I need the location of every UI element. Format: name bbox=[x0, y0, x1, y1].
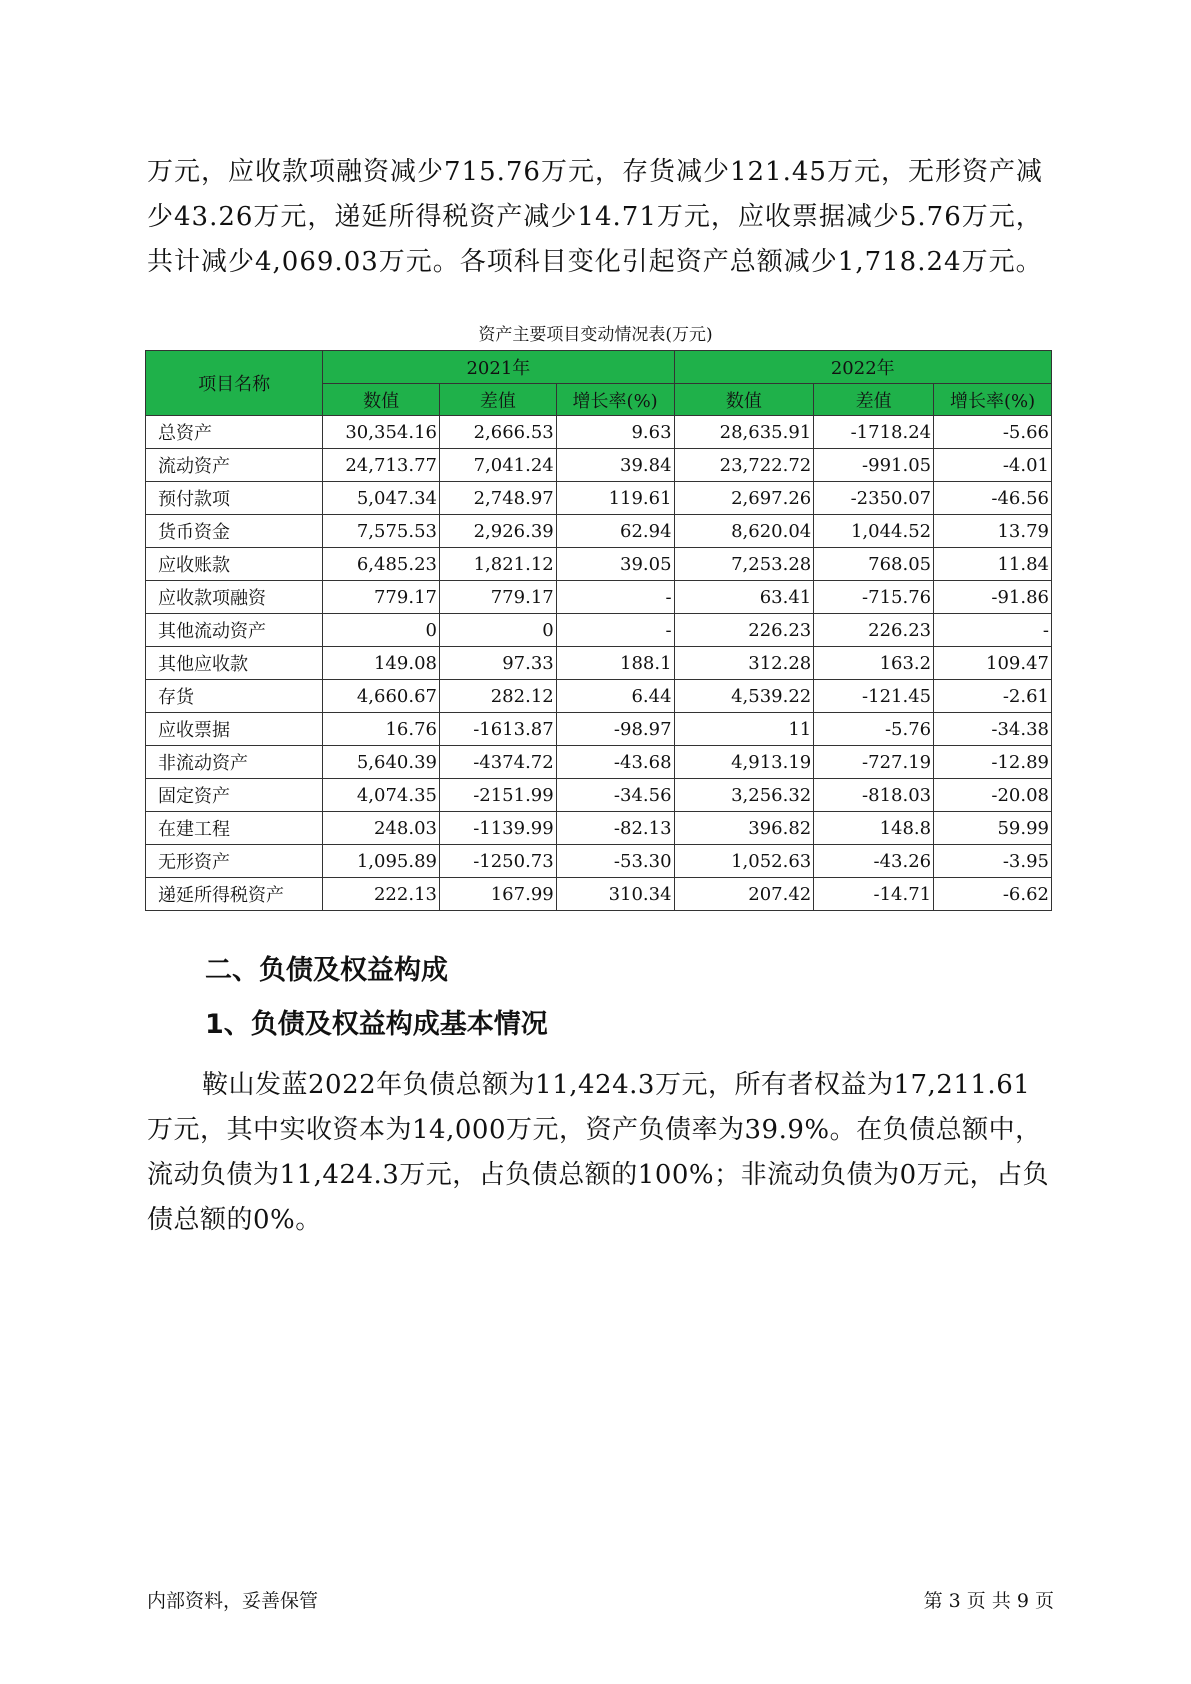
cell-value-2021: 4,660.67 bbox=[323, 680, 440, 713]
cell-growth-2021: -82.13 bbox=[556, 812, 674, 845]
table-row bbox=[146, 449, 1052, 482]
table-body bbox=[146, 416, 1052, 911]
cell-diff-2022: -715.76 bbox=[814, 581, 934, 614]
cell-item-name: 应收款项融资 bbox=[146, 581, 323, 614]
cell-diff-2021: -4374.72 bbox=[439, 746, 556, 779]
header-year-2022: 2022年 bbox=[674, 351, 1051, 384]
cell-growth-2022: -12.89 bbox=[934, 746, 1052, 779]
cell-diff-2021: 2,926.39 bbox=[439, 515, 556, 548]
cell-diff-2022: -818.03 bbox=[814, 779, 934, 812]
paragraph-line: 总额的0%。 bbox=[173, 1205, 322, 1235]
header-growth-2022: 增长率(%) bbox=[934, 384, 1052, 416]
cell-growth-2021: 119.61 bbox=[556, 482, 674, 515]
cell-diff-2022: -2350.07 bbox=[814, 482, 934, 515]
cell-item-name: 应收票据 bbox=[146, 713, 323, 746]
table-row bbox=[146, 581, 1052, 614]
cell-growth-2021: -43.68 bbox=[556, 746, 674, 779]
cell-value-2022: 312.28 bbox=[674, 647, 814, 680]
cell-value-2021: 0 bbox=[323, 614, 440, 647]
cell-item-name: 固定资产 bbox=[146, 779, 323, 812]
cell-growth-2022: -5.66 bbox=[934, 416, 1052, 449]
cell-diff-2021: 7,041.24 bbox=[439, 449, 556, 482]
header-item-name: 项目名称 bbox=[146, 351, 323, 416]
cell-diff-2022: -14.71 bbox=[814, 878, 934, 911]
table-row bbox=[146, 845, 1052, 878]
cell-diff-2022: 163.2 bbox=[814, 647, 934, 680]
cell-growth-2022: - bbox=[934, 614, 1052, 647]
table-row bbox=[146, 548, 1052, 581]
cell-value-2022: 4,539.22 bbox=[674, 680, 814, 713]
cell-value-2022: 23,722.72 bbox=[674, 449, 814, 482]
paragraph-line: 动负债为11,424.3万元，占负债总额的100%；非流动负债为0万元，占负债 bbox=[147, 1160, 1050, 1235]
cell-diff-2022: 768.05 bbox=[814, 548, 934, 581]
cell-growth-2021: 62.94 bbox=[556, 515, 674, 548]
cell-diff-2021: 2,666.53 bbox=[439, 416, 556, 449]
intro-paragraph bbox=[147, 150, 1047, 285]
cell-diff-2022: -121.45 bbox=[814, 680, 934, 713]
cell-value-2022: 8,620.04 bbox=[674, 515, 814, 548]
table-row bbox=[146, 647, 1052, 680]
cell-item-name: 应收账款 bbox=[146, 548, 323, 581]
cell-item-name: 无形资产 bbox=[146, 845, 323, 878]
intro-line: 万元，应收款项融资减少715.76万元，存货减少121.45万元，无形资产减 bbox=[147, 157, 1043, 187]
table-row bbox=[146, 878, 1052, 911]
cell-diff-2022: -727.19 bbox=[814, 746, 934, 779]
cell-diff-2022: -991.05 bbox=[814, 449, 934, 482]
cell-value-2021: 248.03 bbox=[323, 812, 440, 845]
table-row bbox=[146, 614, 1052, 647]
table-row bbox=[146, 812, 1052, 845]
cell-diff-2022: -43.26 bbox=[814, 845, 934, 878]
header-value-2022: 数值 bbox=[674, 384, 814, 416]
cell-diff-2021: -1139.99 bbox=[439, 812, 556, 845]
cell-value-2022: 7,253.28 bbox=[674, 548, 814, 581]
cell-value-2022: 63.41 bbox=[674, 581, 814, 614]
cell-growth-2021: 39.84 bbox=[556, 449, 674, 482]
cell-diff-2022: -5.76 bbox=[814, 713, 934, 746]
header-value-2021: 数值 bbox=[323, 384, 440, 416]
cell-diff-2021: 2,748.97 bbox=[439, 482, 556, 515]
cell-item-name: 递延所得税资产 bbox=[146, 878, 323, 911]
cell-value-2021: 4,074.35 bbox=[323, 779, 440, 812]
cell-growth-2022: 59.99 bbox=[934, 812, 1052, 845]
cell-growth-2022: 13.79 bbox=[934, 515, 1052, 548]
cell-diff-2021: -1613.87 bbox=[439, 713, 556, 746]
cell-growth-2022: -46.56 bbox=[934, 482, 1052, 515]
cell-value-2021: 6,485.23 bbox=[323, 548, 440, 581]
cell-value-2021: 149.08 bbox=[323, 647, 440, 680]
cell-growth-2021: 6.44 bbox=[556, 680, 674, 713]
cell-item-name: 其他流动资产 bbox=[146, 614, 323, 647]
cell-diff-2021: 167.99 bbox=[439, 878, 556, 911]
paragraph-line: 鞍山发蓝2022年负债总额为11,424.3万元，所有者权益为17,211.61万 bbox=[147, 1070, 1031, 1145]
cell-growth-2022: 109.47 bbox=[934, 647, 1052, 680]
cell-growth-2022: 11.84 bbox=[934, 548, 1052, 581]
table-row bbox=[146, 515, 1052, 548]
cell-growth-2021: - bbox=[556, 581, 674, 614]
cell-growth-2021: -34.56 bbox=[556, 779, 674, 812]
table-row bbox=[146, 746, 1052, 779]
table-row bbox=[146, 680, 1052, 713]
cell-growth-2022: -34.38 bbox=[934, 713, 1052, 746]
cell-growth-2022: -91.86 bbox=[934, 581, 1052, 614]
cell-value-2022: 396.82 bbox=[674, 812, 814, 845]
intro-line: 少43.26万元，递延所得税资产减少14.71万元，应收票据减少5.76万元， bbox=[147, 202, 1043, 232]
section-heading: 二、负债及权益构成 bbox=[205, 955, 448, 986]
cell-growth-2021: 39.05 bbox=[556, 548, 674, 581]
cell-diff-2021: 1,821.12 bbox=[439, 548, 556, 581]
cell-value-2022: 2,697.26 bbox=[674, 482, 814, 515]
header-growth-2021: 增长率(%) bbox=[556, 384, 674, 416]
cell-diff-2022: 148.8 bbox=[814, 812, 934, 845]
cell-growth-2022: -4.01 bbox=[934, 449, 1052, 482]
cell-value-2022: 4,913.19 bbox=[674, 746, 814, 779]
paragraph-text bbox=[147, 1063, 1052, 1243]
footer-confidential-note: 内部资料，妥善保管 bbox=[147, 1590, 319, 1612]
cell-diff-2021: 97.33 bbox=[439, 647, 556, 680]
cell-growth-2021: 9.63 bbox=[556, 416, 674, 449]
cell-growth-2021: 188.1 bbox=[556, 647, 674, 680]
cell-value-2021: 24,713.77 bbox=[323, 449, 440, 482]
cell-diff-2021: -2151.99 bbox=[439, 779, 556, 812]
cell-growth-2022: -6.62 bbox=[934, 878, 1052, 911]
table-row bbox=[146, 416, 1052, 449]
cell-value-2021: 1,095.89 bbox=[323, 845, 440, 878]
asset-changes-table bbox=[145, 350, 1052, 911]
header-diff-2022: 差值 bbox=[814, 384, 934, 416]
table-row bbox=[146, 713, 1052, 746]
table-row bbox=[146, 482, 1052, 515]
cell-value-2022: 207.42 bbox=[674, 878, 814, 911]
cell-item-name: 在建工程 bbox=[146, 812, 323, 845]
cell-diff-2022: 1,044.52 bbox=[814, 515, 934, 548]
cell-diff-2022: 226.23 bbox=[814, 614, 934, 647]
cell-value-2022: 226.23 bbox=[674, 614, 814, 647]
cell-item-name: 总资产 bbox=[146, 416, 323, 449]
cell-value-2021: 30,354.16 bbox=[323, 416, 440, 449]
cell-value-2021: 16.76 bbox=[323, 713, 440, 746]
cell-value-2021: 5,047.34 bbox=[323, 482, 440, 515]
cell-value-2022: 3,256.32 bbox=[674, 779, 814, 812]
cell-item-name: 预付款项 bbox=[146, 482, 323, 515]
cell-growth-2022: -3.95 bbox=[934, 845, 1052, 878]
header-diff-2021: 差值 bbox=[439, 384, 556, 416]
cell-value-2022: 1,052.63 bbox=[674, 845, 814, 878]
cell-diff-2021: 282.12 bbox=[439, 680, 556, 713]
cell-growth-2021: -53.30 bbox=[556, 845, 674, 878]
cell-growth-2021: -98.97 bbox=[556, 713, 674, 746]
cell-diff-2021: 779.17 bbox=[439, 581, 556, 614]
cell-diff-2021: -1250.73 bbox=[439, 845, 556, 878]
cell-value-2021: 5,640.39 bbox=[323, 746, 440, 779]
cell-value-2021: 222.13 bbox=[323, 878, 440, 911]
cell-growth-2021: - bbox=[556, 614, 674, 647]
table-caption: 资产主要项目变动情况表(万元) bbox=[478, 325, 713, 345]
cell-diff-2022: -1718.24 bbox=[814, 416, 934, 449]
header-year-2021: 2021年 bbox=[323, 351, 674, 384]
cell-value-2022: 28,635.91 bbox=[674, 416, 814, 449]
cell-diff-2021: 0 bbox=[439, 614, 556, 647]
cell-item-name: 流动资产 bbox=[146, 449, 323, 482]
cell-growth-2022: -20.08 bbox=[934, 779, 1052, 812]
table-row bbox=[146, 779, 1052, 812]
footer-page-number: 第 3 页 共 9 页 bbox=[923, 1590, 1054, 1612]
cell-value-2022: 11 bbox=[674, 713, 814, 746]
cell-growth-2022: -2.61 bbox=[934, 680, 1052, 713]
cell-item-name: 货币资金 bbox=[146, 515, 323, 548]
cell-growth-2021: 310.34 bbox=[556, 878, 674, 911]
cell-value-2021: 7,575.53 bbox=[323, 515, 440, 548]
paragraph-line: 元，其中实收资本为14,000万元，资产负债率为39.9%。在负债总额中，流 bbox=[147, 1115, 1042, 1190]
liabilities-paragraph bbox=[147, 1063, 1052, 1243]
cell-value-2021: 779.17 bbox=[323, 581, 440, 614]
subsection-heading: 1、负债及权益构成基本情况 bbox=[205, 1009, 548, 1040]
intro-line: 共计减少4,069.03万元。各项科目变化引起资产总额减少1,718.24万元。 bbox=[147, 247, 1043, 277]
cell-item-name: 存货 bbox=[146, 680, 323, 713]
cell-item-name: 非流动资产 bbox=[146, 746, 323, 779]
cell-item-name: 其他应收款 bbox=[146, 647, 323, 680]
